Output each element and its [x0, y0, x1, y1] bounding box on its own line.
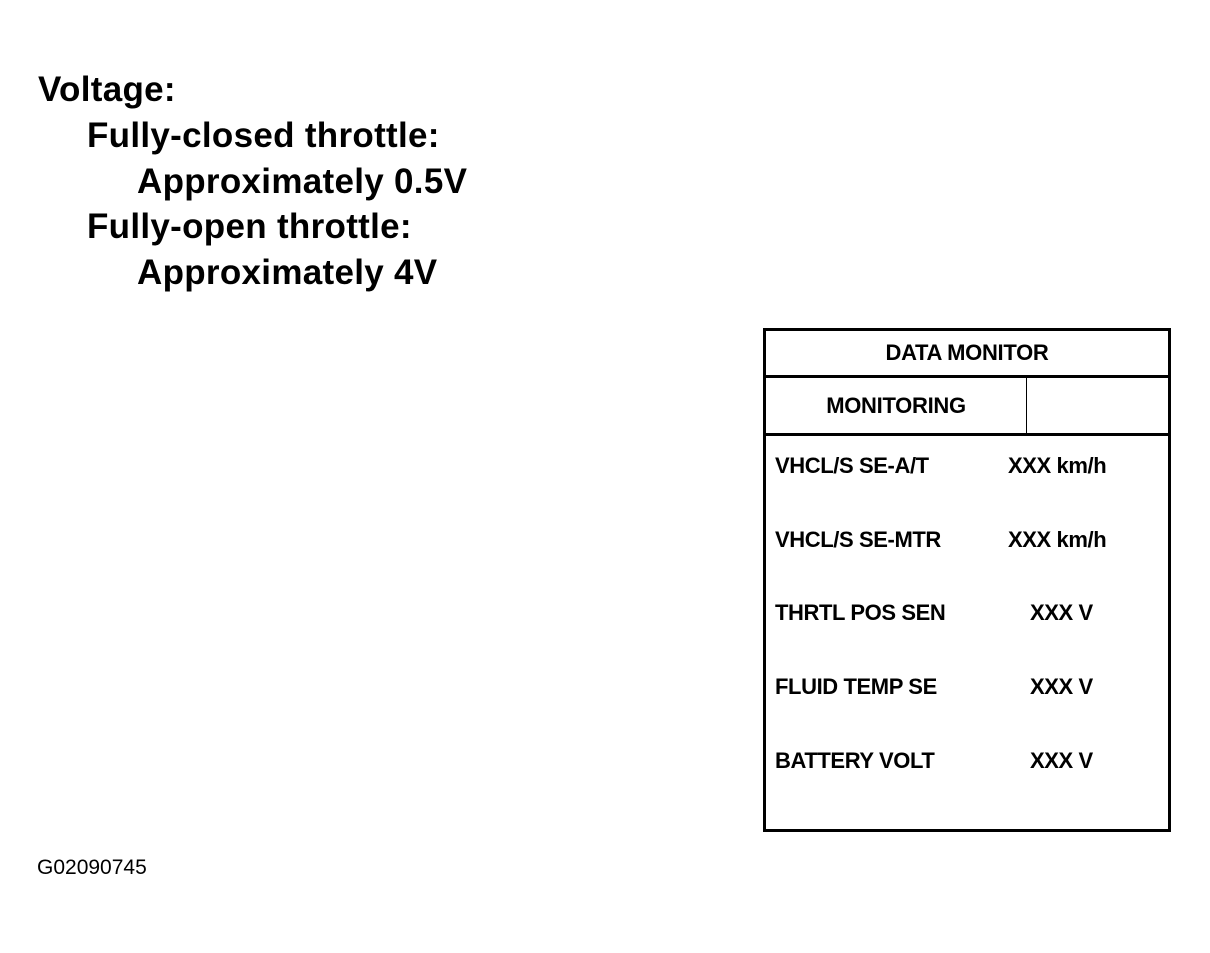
closed-throttle-label: Fully-closed throttle: [87, 116, 440, 155]
data-monitor-title-text: DATA MONITOR [885, 340, 1049, 365]
monitoring-label-text: MONITORING [826, 392, 966, 418]
data-monitor-title [766, 331, 1168, 378]
monitoring-label [766, 378, 1027, 433]
open-throttle-label: Fully-open throttle: [87, 207, 412, 246]
monitor-row-thrtl-pos [766, 600, 1168, 630]
monitor-row-value: XXX V [1030, 600, 1093, 625]
monitor-row-label: FLUID TEMP SE [775, 674, 937, 699]
monitor-row-value: XXX V [1030, 748, 1093, 773]
spec-heading: Voltage: [38, 70, 176, 109]
open-throttle-value: Approximately 4V [137, 253, 438, 292]
data-monitor-panel [763, 328, 1171, 832]
monitor-row-label: VHCL/S SE-A/T [775, 453, 929, 478]
monitor-row-label: THRTL POS SEN [775, 600, 946, 625]
monitor-row-label: VHCL/S SE-MTR [775, 527, 941, 552]
monitor-row-fluid-temp [766, 674, 1168, 704]
monitor-row-value: XXX V [1030, 674, 1093, 699]
monitoring-status-bar [766, 378, 1168, 436]
monitor-row-value: XXX km/h [1008, 527, 1107, 552]
monitor-row-value: XXX km/h [1008, 453, 1107, 478]
closed-throttle-value: Approximately 0.5V [137, 162, 468, 201]
monitor-row-label: BATTERY VOLT [775, 748, 935, 773]
monitor-row-vhcl-at [766, 453, 1168, 483]
monitoring-status-blank [1028, 378, 1168, 433]
figure-id: G02090745 [37, 856, 147, 879]
monitor-row-vhcl-mtr [766, 527, 1168, 557]
monitor-row-battery-volt [766, 748, 1168, 778]
